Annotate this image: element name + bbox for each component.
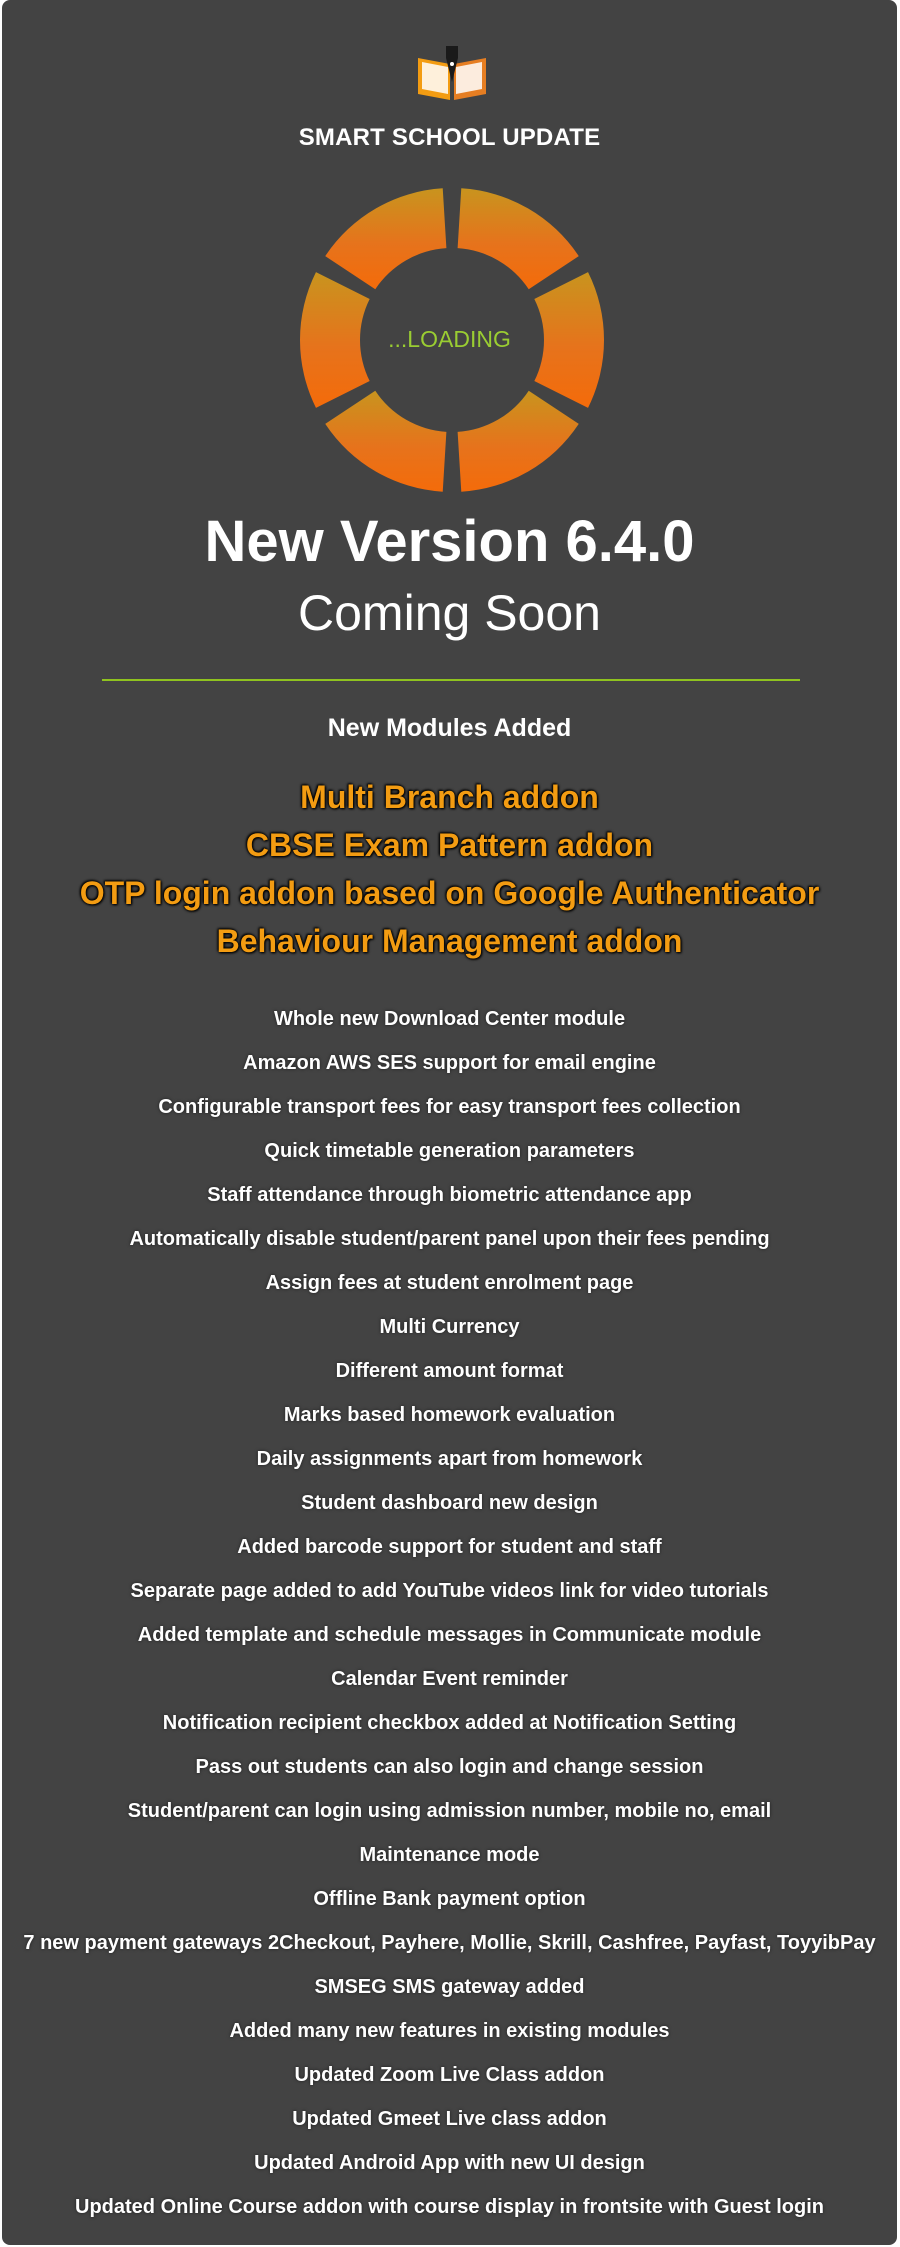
feature-list (2, 997, 897, 2229)
feature-item: Configurable transport fees for easy transport fees collection (158, 1096, 741, 1118)
feature-item: Updated Gmeet Live class addon (292, 2108, 607, 2130)
feature-item: Updated Online Course addon with course display in frontsite with Guest login (75, 2196, 824, 2218)
ring-segment (458, 188, 579, 289)
feature-item: Amazon AWS SES support for email engine (243, 1052, 656, 1074)
version-title: New Version 6.4.0 (204, 509, 695, 574)
coming-soon-subtitle: Coming Soon (298, 585, 601, 641)
loading-text: ...LOADING (388, 326, 511, 352)
feature-item: Updated Zoom Live Class addon (294, 2064, 605, 2086)
addon-item: OTP login addon based on Google Authenticator (79, 875, 820, 911)
feature-item: Maintenance mode (359, 1844, 540, 1866)
feature-item: Whole new Download Center module (273, 1008, 626, 1030)
feature-item: Automatically disable student/parent panel upon their fees pending (129, 1228, 770, 1250)
ring-segment (325, 391, 446, 492)
feature-item: Daily assignments apart from homework (256, 1448, 643, 1470)
feature-item: Assign fees at student enrolment page (265, 1272, 634, 1294)
addon-item: Multi Branch addon (300, 779, 599, 815)
addon-item: Behaviour Management addon (216, 923, 683, 959)
brand-title: SMART SCHOOL UPDATE (298, 124, 601, 151)
feature-item: Updated Android App with new UI design (254, 2152, 645, 2174)
feature-item: SMSEG SMS gateway added (314, 1976, 585, 1998)
feature-item: Multi Currency (379, 1316, 520, 1338)
feature-item: Offline Bank payment option (313, 1888, 586, 1910)
feature-item: Quick timetable generation parameters (264, 1140, 635, 1162)
feature-item: Separate page added to add YouTube videos link for video tutorials (130, 1580, 769, 1602)
feature-item: Notification recipient checkbox added at Notification Setting (162, 1712, 737, 1734)
feature-item: Added many new features in existing modules (229, 2020, 670, 2042)
ring-segment (458, 391, 579, 492)
addon-item: CBSE Exam Pattern addon (245, 827, 654, 863)
update-card (2, 0, 897, 2245)
divider (102, 679, 800, 681)
book-pen-logo-icon (416, 44, 488, 102)
modules-heading: New Modules Added (327, 714, 572, 742)
feature-item: Calendar Event reminder (331, 1668, 568, 1690)
feature-item: Added barcode support for student and staff (237, 1536, 662, 1558)
feature-item: Staff attendance through biometric attendance app (207, 1184, 692, 1206)
feature-item: Student dashboard new design (301, 1492, 598, 1514)
feature-item: Different amount format (335, 1360, 564, 1382)
ring-segment (325, 188, 446, 289)
feature-item: Pass out students can also login and change session (195, 1756, 704, 1778)
feature-item: Student/parent can login using admission number, mobile no, email (127, 1800, 772, 1822)
feature-item: 7 new payment gateways 2Checkout, Payhere, Mollie, Skrill, Cashfree, Payfast, ToyyibPay (23, 1932, 876, 1954)
addon-list (2, 773, 897, 965)
feature-item: Marks based homework evaluation (283, 1404, 616, 1426)
feature-item: Added template and schedule messages in Communicate module (137, 1624, 762, 1646)
